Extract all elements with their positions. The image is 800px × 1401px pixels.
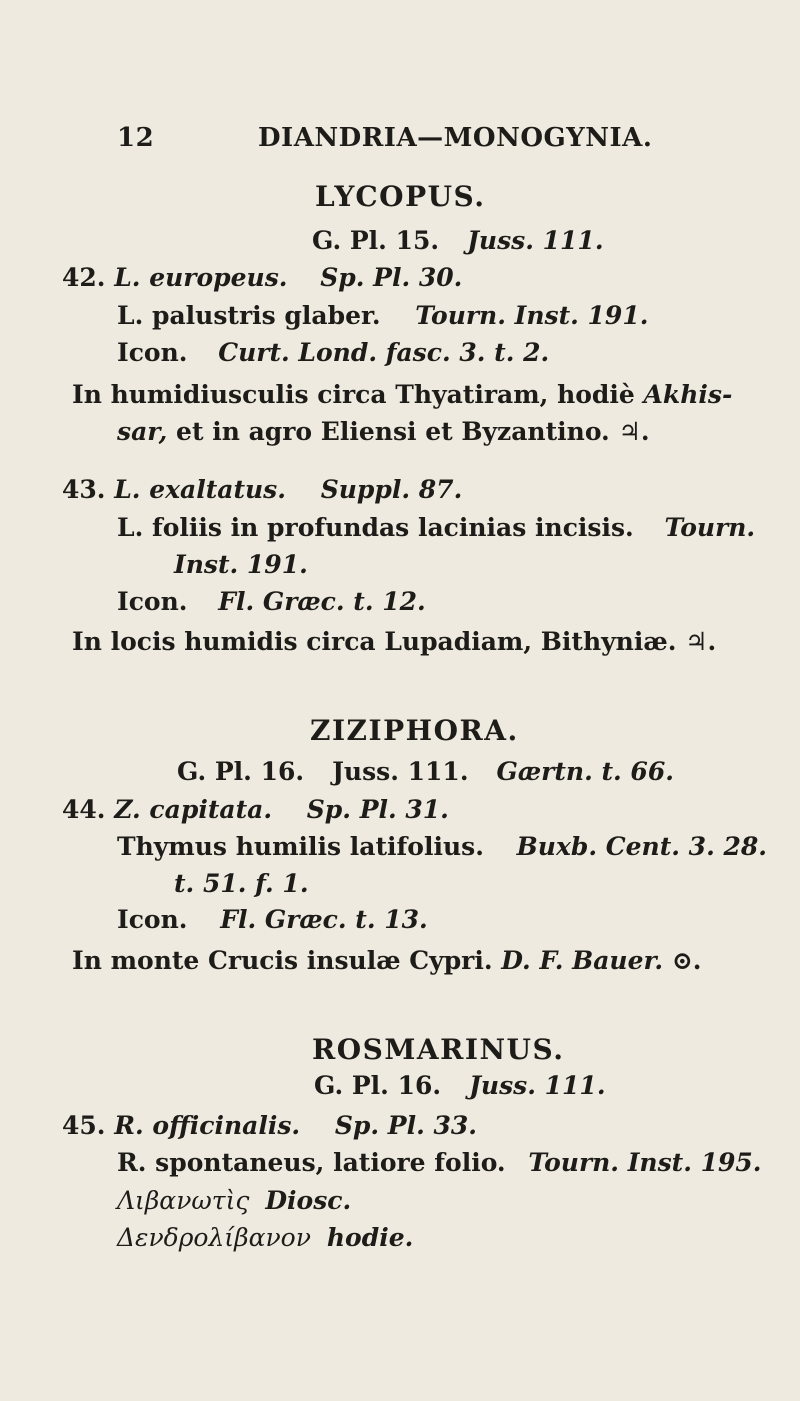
species-reference: Sp. Pl. 30.: [320, 263, 463, 292]
species-heading: [62, 263, 462, 293]
species-heading: [62, 795, 449, 825]
species-name: R. officinalis.: [114, 1111, 301, 1140]
synonym: Thymus humilis latifolius.: [117, 832, 484, 861]
greek-name-reference: Diosc.: [265, 1186, 352, 1215]
greek-name-line: [117, 1186, 351, 1216]
species-name: Z. capitata.: [114, 795, 273, 824]
species-number: 42.: [62, 263, 106, 292]
genus-reference: G. Pl. 15.: [312, 226, 440, 255]
synonym-line: [117, 832, 767, 862]
collector-name: D. F. Bauer.: [501, 946, 664, 975]
icon-reference: Fl. Græc. t. 13.: [220, 905, 428, 934]
icon-line: [117, 587, 426, 617]
greek-name: Λιβανωτὶς: [117, 1186, 250, 1215]
species-name: L. exaltatus.: [114, 475, 286, 504]
species-number: 43.: [62, 475, 106, 504]
icon-line: [117, 905, 428, 935]
genus-references: [177, 757, 674, 787]
genus-reference: G. Pl. 16.: [314, 1071, 442, 1100]
synonym-reference-continued: Inst. 191.: [174, 550, 308, 579]
species-reference: Suppl. 87.: [320, 475, 463, 504]
genus-reference: Juss. 111.: [467, 226, 604, 255]
duration-symbol: ⊙.: [663, 946, 702, 975]
habitat-line-continued: [117, 417, 650, 447]
synonym-line: [117, 301, 648, 331]
species-number: 45.: [62, 1111, 106, 1140]
icon-label: Icon.: [117, 905, 188, 934]
habitat-text: In monte Crucis insulæ Cypri.: [72, 946, 502, 975]
synonym: L. foliis in profundas lacinias incisis.: [117, 513, 634, 542]
species-reference: Sp. Pl. 33.: [334, 1111, 477, 1140]
habitat-line: [72, 380, 732, 410]
synonym-reference-continued: t. 51. f. 1.: [174, 869, 309, 898]
icon-reference: Fl. Græc. t. 12.: [218, 587, 426, 616]
page-number: 12: [117, 123, 155, 153]
genus-references: [312, 226, 604, 256]
genus-reference: Gærtn. t. 66.: [496, 757, 674, 786]
genus-reference: G. Pl. 16.: [177, 757, 305, 786]
running-title: DIANDRIA—MONOGYNIA.: [258, 123, 653, 153]
synonym-reference: Tourn. Inst. 191.: [415, 301, 649, 330]
species-name: L. europeus.: [114, 263, 288, 292]
habitat-text: In humidiusculis circa Thyatiram, hodiè: [72, 380, 644, 409]
genus-title: ZIZIPHORA.: [310, 714, 519, 747]
habitat-place: Akhis-: [643, 380, 733, 409]
icon-label: Icon.: [117, 587, 188, 616]
greek-name: Δενδρολίβανον: [117, 1223, 311, 1252]
synonym: L. palustris glaber.: [117, 301, 381, 330]
genus-references: [314, 1071, 606, 1101]
species-number: 44.: [62, 795, 106, 824]
greek-name-line: [117, 1223, 413, 1253]
species-heading: [62, 475, 462, 505]
synonym: R. spontaneus, latiore folio.: [117, 1148, 506, 1177]
greek-name-reference: hodie.: [326, 1223, 414, 1252]
synonym-reference: Buxb. Cent. 3. 28.: [516, 832, 767, 861]
genus-title: ROSMARINUS.: [312, 1033, 565, 1066]
species-heading: [62, 1111, 477, 1141]
genus-title: LYCOPUS.: [315, 180, 486, 213]
habitat-text: et in agro Eliensi et Byzantino. ♃.: [167, 417, 650, 446]
icon-reference: Curt. Lond. fasc. 3. t. 2.: [218, 338, 550, 367]
habitat-place: sar,: [117, 417, 168, 446]
synonym-line: [117, 513, 755, 543]
synonym-reference: Tourn.: [664, 513, 756, 542]
species-reference: Sp. Pl. 31.: [306, 795, 449, 824]
genus-reference: Juss. 111.: [332, 757, 469, 786]
habitat-line: [72, 946, 701, 976]
synonym-line: [117, 1148, 762, 1178]
icon-line: [117, 338, 549, 368]
icon-label: Icon.: [117, 338, 188, 367]
genus-reference: Juss. 111.: [469, 1071, 606, 1100]
synonym-reference: Tourn. Inst. 195.: [528, 1148, 762, 1177]
habitat-line: In locis humidis circa Lupadiam, Bithyniæ. ♃.: [72, 627, 717, 656]
